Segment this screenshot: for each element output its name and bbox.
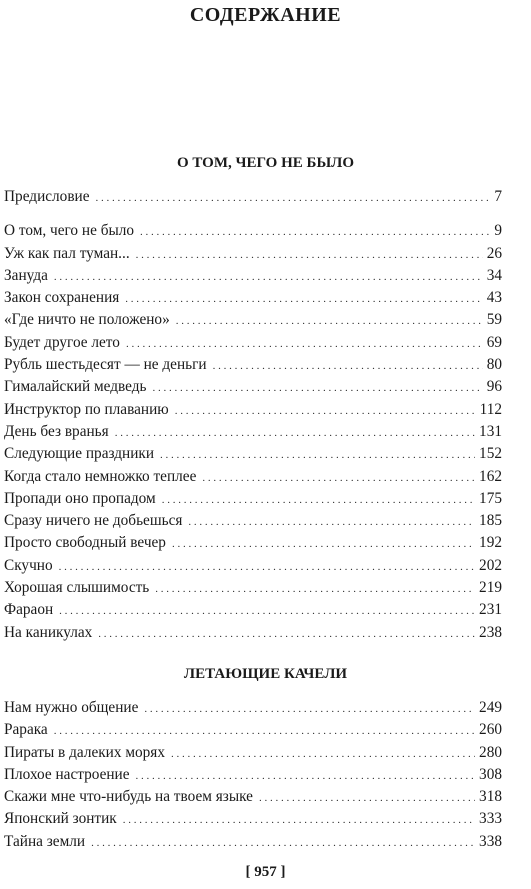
toc-entry-page: 333 [479,810,502,828]
toc-entry [4,555,502,577]
dot-leader [54,720,475,742]
toc-entry [4,399,502,421]
toc-entry [4,719,502,741]
toc-entry-title: Плохое настроение [4,765,130,783]
toc-entry-page: 185 [479,512,502,530]
toc-entry [4,376,502,398]
toc-entry-page: 112 [479,400,502,418]
toc-entry [4,510,502,532]
toc-entry-title: Пропади оно пропадом [4,489,156,507]
dot-leader [59,600,475,622]
toc-entry-page: 34 [486,266,502,284]
dot-leader [171,743,475,765]
toc-entry-title: Когда стало немножко теплее [4,467,197,485]
toc-entry-title: Инструктор по плаванию [4,400,169,418]
toc-entry [4,808,502,830]
toc-entry [4,764,502,786]
toc-entry-title: Рубль шестьдесят — не деньги [4,356,207,374]
toc-entry [4,599,502,621]
toc-entry [4,622,502,644]
toc-entry [4,243,502,265]
toc-entry-page: 260 [479,721,502,739]
toc-entry [4,220,502,242]
toc-entry [4,332,502,354]
dot-leader [172,533,475,555]
toc-entry [4,742,502,764]
toc-entry-page: 152 [479,445,502,463]
toc-entry [4,421,502,443]
toc-entry-page: 131 [479,422,502,440]
toc-entry-title: Скучно [4,556,53,574]
dot-leader [162,489,475,511]
toc-entry-page: 80 [486,356,502,374]
dot-leader [125,288,482,310]
toc-entry-page: 59 [486,311,502,329]
dot-leader [115,422,475,444]
toc-entry-page: 280 [479,743,502,761]
toc-entry-page: 96 [486,378,502,396]
dot-leader [126,333,483,355]
page-number: [ 957 ] [245,864,286,880]
toc-entry-title: Просто свободный вечер [4,534,166,552]
toc-entry-page: 219 [479,579,502,597]
toc-entry-title: Сразу ничего не добьешься [4,512,183,530]
dot-leader [54,266,483,288]
dot-leader [175,400,476,422]
toc-entry-title: День без вранья [4,422,109,440]
toc-entry-title: Нам нужно общение [4,699,139,716]
dot-leader [59,556,475,578]
toc-entry-title: Гималайский медведь [4,378,147,396]
toc-entry-title: Фараон [4,601,54,619]
toc-entry-title: Рарака [4,721,48,739]
toc-entry-title: Тайна земли [4,832,86,850]
toc-entry-title: Японский зонтик [4,810,117,828]
dot-leader [136,244,483,266]
dot-leader [213,355,483,377]
dot-leader [136,765,476,787]
toc-entry [4,186,502,208]
toc-entry-page: 308 [479,765,502,783]
toc-entry [4,831,502,853]
toc-entry-title: Следующие праздники [4,445,155,463]
dot-leader [188,511,475,533]
toc-entry-title: Закон сохранения [4,289,120,307]
toc-entry [4,443,502,465]
dot-leader [259,787,475,809]
dot-leader [153,377,483,399]
dot-leader [176,310,483,332]
toc-entry-page: 338 [479,832,502,850]
dot-leader [155,578,475,600]
dot-leader [140,221,490,243]
toc-entry-title: Уж как пал туман... [4,244,130,262]
toc-entry [4,287,502,309]
toc-entry [4,354,502,376]
toc-entry-title: Предисловие [4,188,90,205]
toc-entry [4,309,502,331]
toc-entry [4,488,502,510]
toc-entry-page: 175 [479,489,502,507]
toc-entry-title: Скажи мне что-нибудь на твоем языке [4,788,253,806]
toc-entry-page: 43 [486,289,502,307]
toc-entry [4,577,502,599]
toc-entry [4,466,502,488]
toc-entry-page: 231 [479,601,502,619]
dot-leader [98,623,475,645]
toc-entry-title: Хорошая слышимость [4,579,150,597]
toc-entry [4,697,502,719]
toc-entry-page: 318 [479,788,502,806]
toc-list-section-2 [4,697,502,853]
toc-entry-page: 162 [479,467,502,485]
toc-entry-page: 202 [479,556,502,574]
toc-entry [4,265,502,287]
toc-entry-page: 26 [486,244,502,262]
toc-entry-title: Пираты в далеких морях [4,743,165,761]
dot-leader [91,832,475,854]
toc-entry-page: 249 [479,699,502,716]
section-title-1: О ТОМ, ЧЕГО НЕ БЫЛО [176,155,355,171]
toc-entry [4,786,502,808]
toc-entry-page: 238 [479,623,502,641]
toc-entry-page: 9 [494,222,502,240]
toc-entry-page: 192 [479,534,502,552]
toc-entry-page: 7 [494,188,502,205]
toc-entry-title: О том, чего не было [4,222,135,240]
dot-leader [123,809,475,831]
dot-leader [96,187,491,209]
toc-entry-title: «Где ничто не положено» [4,311,170,329]
toc-entry-page: 69 [486,333,502,351]
dot-leader [160,444,475,466]
page-title: СОДЕРЖАНИЕ [189,4,342,26]
section-title-2: ЛЕТАЮЩИЕ КАЧЕЛИ [183,666,348,682]
dot-leader [144,698,475,720]
toc-entry-title: На каникулах [4,623,93,641]
toc-list-section-1 [4,186,502,644]
toc-entry [4,532,502,554]
dot-leader [202,467,475,489]
toc-entry-title: Зануда [4,266,48,284]
toc-entry-title: Будет другое лето [4,333,120,351]
